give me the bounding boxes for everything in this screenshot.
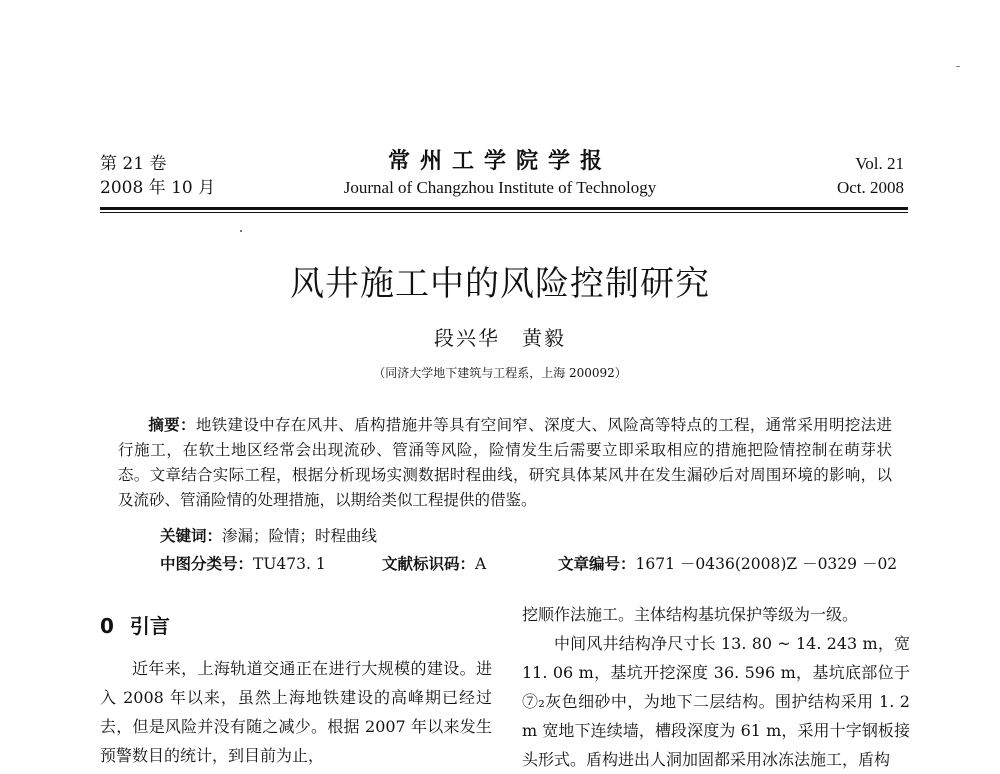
right-first-line: 挖顺作法施工。主体结构基坑保护等级为一级。	[522, 605, 859, 624]
paper-affiliation: （同济大学地下建筑与工程系，上海 200092）	[373, 366, 627, 380]
journal-title-cn: 常州工学院学报	[387, 148, 612, 174]
date-en: Oct. 2008	[836, 178, 904, 197]
abstract-label: 摘要：	[148, 415, 196, 434]
scan-speck	[240, 230, 242, 232]
clc-value: TU473. 1	[253, 555, 326, 573]
article-no-label: 文章编号：	[558, 554, 636, 573]
header-rule-thick	[100, 207, 908, 210]
section-heading	[100, 612, 492, 640]
right-paragraph: 中间风井结构净尺寸长 13. 80 ~ 14. 243 m，宽 11. 06 m，基坑开挖深度 36. 596 m，基坑底部位于⑦₂灰色细砂中，为地下二层结构。围护结构采用 1. 2 m 宽地下连续墙，槽段深度为 61 m，采用十字钢板接头形式。盾构进出人洞加固都采用冰冻法施工，盾构	[522, 634, 910, 769]
header-rule-thin	[100, 212, 908, 213]
paper-title: 风井施工中的风险控制研究	[290, 264, 710, 304]
header-right	[837, 152, 904, 200]
volume-cn: 第 21 卷	[100, 154, 167, 174]
scan-artifact	[956, 66, 960, 67]
journal-title-en: Journal of Changzhou Institute of Technology	[343, 178, 657, 197]
keywords-line	[160, 524, 377, 548]
intro-paragraph: 近年来，上海轨道交通正在进行大规模的建设。进入 2008 年以来，虽然上海地铁建设的高峰期已经过去，但是风险并没有随之减少。根据 2007 年以来发生预警数目的统计，到目前为止，	[100, 659, 492, 765]
article-no-group	[558, 552, 897, 576]
doc-code-label: 文献标识码：	[382, 554, 476, 573]
volume-en: Vol. 21	[855, 154, 904, 173]
left-column	[100, 596, 492, 770]
clc-group	[160, 552, 326, 576]
date-cn: 2008 年 10 月	[100, 178, 216, 198]
clc-label: 中图分类号：	[160, 554, 254, 573]
article-no-value: 1671 －0436(2008)Z －0329 －02	[635, 555, 898, 573]
doc-code-value: A	[475, 555, 487, 573]
abstract-block	[118, 412, 892, 513]
keywords-text: 渗漏；险情；时程曲线	[222, 527, 378, 545]
keywords-label: 关键词：	[160, 526, 223, 545]
abstract-text: 地铁建设中存在风井、盾构措施井等具有空间窄、深度大、风险高等特点的工程，通常采用明挖法进行施工，在软土地区经常会出现流砂、管涌等风险，险情发生后需要立即采取相应的措施把险情控制在萌芽状态。文章结合实际工程，根据分析现场实测数据时程曲线，研究具体某风井在发生漏砂后对周围环境的影响，以及流砂、管涌险情的处理措施，以期给类似工程提供的借鉴。	[118, 416, 892, 509]
section-number: 0	[100, 614, 114, 638]
section-title: 引言	[129, 614, 170, 638]
right-column	[522, 600, 910, 774]
paper-authors: 段兴华 黄毅	[434, 326, 566, 350]
doc-code-group	[382, 552, 486, 576]
